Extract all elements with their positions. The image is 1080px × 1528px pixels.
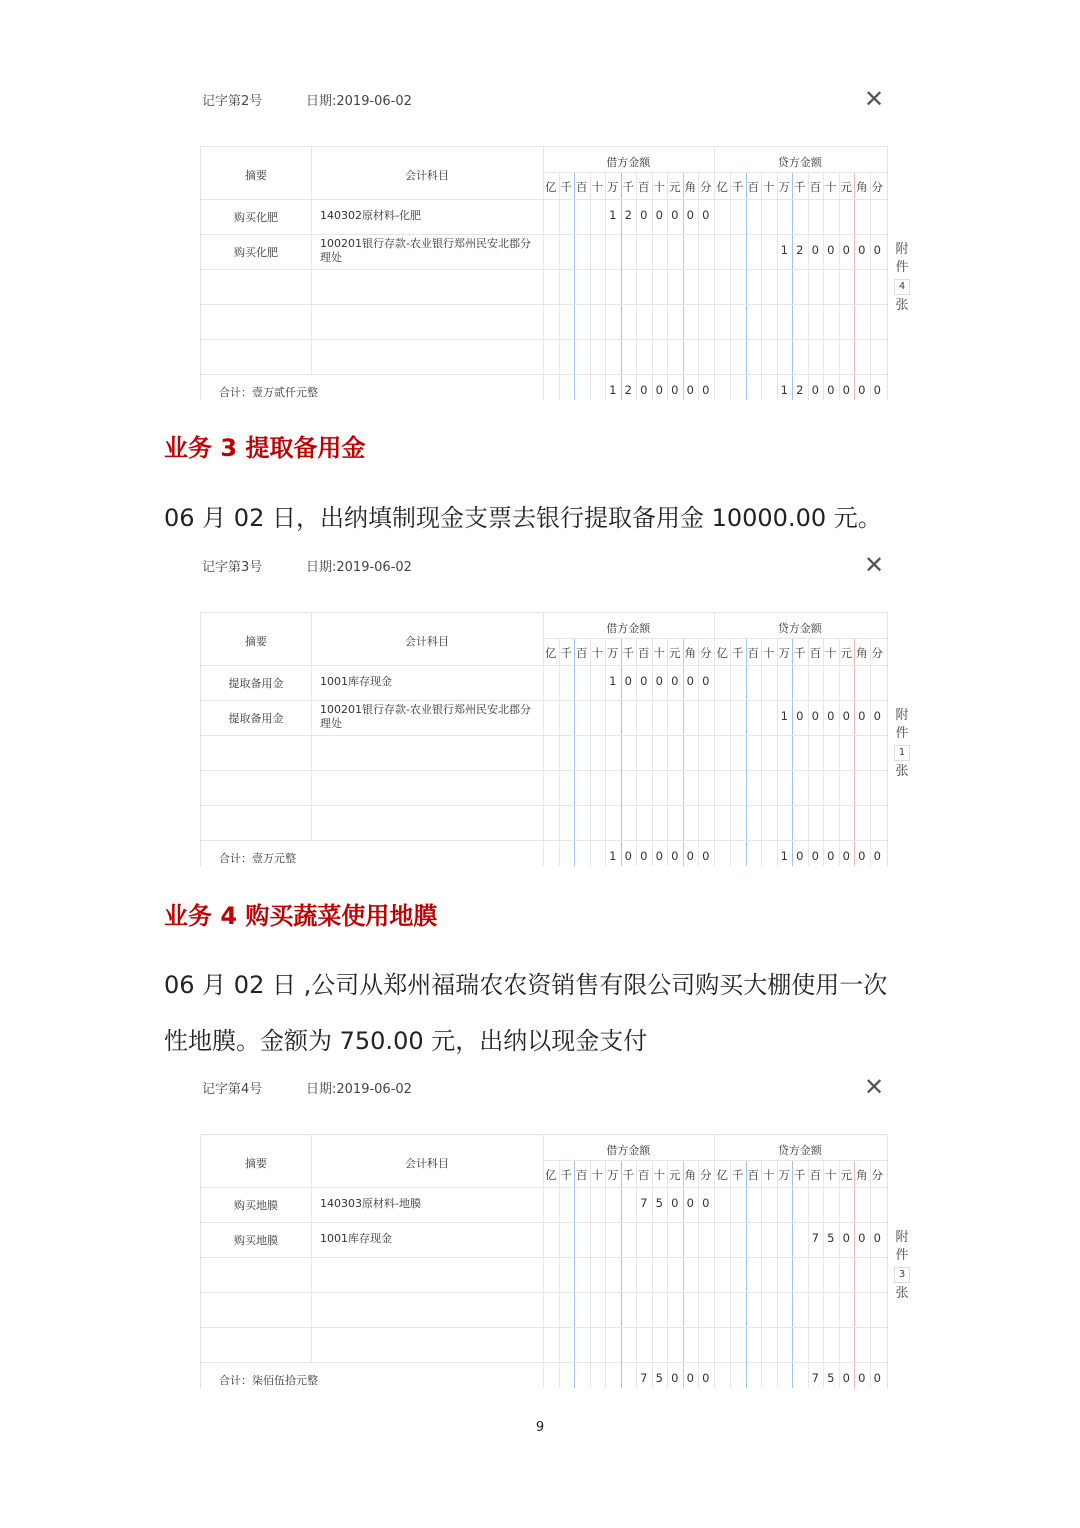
attachment-count bbox=[892, 707, 912, 781]
row-account: 100201银行存款-农业银行郑州民安北郡分理处 bbox=[320, 237, 531, 264]
debit-digit: 1 bbox=[609, 674, 617, 688]
debit-unit-label: 万 bbox=[607, 180, 619, 194]
unit-divider bbox=[559, 1161, 560, 1388]
total-debit-digit: 0 bbox=[624, 849, 632, 863]
credit-unit-label: 角 bbox=[856, 180, 868, 194]
total-credit-digit: 1 bbox=[780, 383, 788, 397]
unit-divider bbox=[870, 173, 871, 400]
credit-unit-label: 百 bbox=[809, 180, 821, 194]
debit-unit-label: 万 bbox=[607, 1168, 619, 1182]
unit-divider bbox=[808, 639, 809, 866]
debit-digit: 0 bbox=[624, 674, 632, 688]
debit-digit: 0 bbox=[640, 208, 648, 222]
row-summary: 购买化肥 bbox=[234, 246, 278, 259]
unit-divider bbox=[605, 1161, 606, 1388]
section-text-3-line-1: 06 月 02 日，出纳填制现金支票去银行提取备用金 10000.00 元。 bbox=[164, 504, 882, 532]
summary-header: 摘要 bbox=[245, 635, 267, 648]
attachment-count-value: 4 bbox=[894, 279, 910, 295]
voucher-3 bbox=[200, 551, 909, 872]
total-debit-digit: 0 bbox=[702, 1371, 710, 1385]
total-debit-digit: 0 bbox=[671, 849, 679, 863]
row-summary: 提取备用金 bbox=[228, 677, 284, 690]
debit-digit: 0 bbox=[671, 208, 679, 222]
debit-header: 借方金额 bbox=[606, 1144, 651, 1157]
attachment-label-fu: 附 bbox=[895, 708, 909, 723]
credit-unit-label: 分 bbox=[871, 180, 883, 194]
row-account: 1001库存现金 bbox=[320, 675, 392, 688]
debit-digit: 0 bbox=[671, 1196, 679, 1210]
total-label: 合计：柒佰伍拾元整 bbox=[219, 1374, 318, 1387]
unit-divider bbox=[574, 1161, 575, 1388]
debit-digit: 0 bbox=[686, 1196, 694, 1210]
unit-divider bbox=[559, 639, 560, 866]
page-number: 9 bbox=[535, 1420, 545, 1435]
debit-unit-label: 千 bbox=[622, 180, 634, 194]
row-line bbox=[201, 1257, 887, 1258]
debit-digit: 0 bbox=[655, 674, 663, 688]
unit-divider bbox=[559, 173, 560, 400]
credit-unit-label: 角 bbox=[856, 1168, 868, 1182]
attachment-label-jian: 件 bbox=[895, 1248, 909, 1263]
unit-divider bbox=[808, 173, 809, 400]
debit-unit-label: 千 bbox=[622, 1168, 634, 1182]
debit-unit-label: 十 bbox=[591, 646, 603, 660]
credit-unit-label: 千 bbox=[732, 1168, 744, 1182]
credit-unit-label: 千 bbox=[732, 646, 744, 660]
credit-digit: 0 bbox=[796, 709, 804, 723]
row-line bbox=[201, 304, 887, 305]
total-debit-digit: 7 bbox=[640, 1371, 648, 1385]
debit-unit-label: 十 bbox=[591, 1168, 603, 1182]
voucher-header bbox=[200, 86, 900, 116]
credit-digit: 0 bbox=[842, 709, 850, 723]
attachment-count-value: 1 bbox=[894, 745, 910, 761]
total-credit-digit: 0 bbox=[811, 849, 819, 863]
unit-divider bbox=[792, 173, 793, 400]
unit-divider bbox=[761, 1161, 762, 1388]
unit-divider bbox=[621, 1161, 622, 1388]
unit-divider bbox=[854, 173, 855, 400]
debit-unit-label: 万 bbox=[607, 646, 619, 660]
account-header: 会计科目 bbox=[405, 1157, 449, 1170]
total-credit-digit: 0 bbox=[858, 849, 866, 863]
credit-unit-label: 分 bbox=[871, 1168, 883, 1182]
row-summary: 购买地膜 bbox=[234, 1234, 278, 1247]
unit-divider bbox=[823, 1161, 824, 1388]
credit-unit-label: 十 bbox=[825, 180, 837, 194]
total-debit-digit: 0 bbox=[686, 1371, 694, 1385]
debit-unit-label: 元 bbox=[669, 1168, 681, 1182]
row-summary: 购买化肥 bbox=[234, 211, 278, 224]
debit-unit-label: 角 bbox=[684, 1168, 696, 1182]
credit-unit-label: 百 bbox=[809, 646, 821, 660]
unit-divider bbox=[777, 639, 778, 866]
total-credit-digit: 5 bbox=[827, 1371, 835, 1385]
debit-header: 借方金额 bbox=[606, 622, 651, 635]
debit-unit-label: 千 bbox=[560, 1168, 572, 1182]
total-debit-digit: 1 bbox=[609, 383, 617, 397]
row-line bbox=[201, 770, 887, 771]
debit-unit-label: 元 bbox=[669, 646, 681, 660]
credit-digit: 0 bbox=[858, 709, 866, 723]
section-text-4-line-1: 06 月 02 日 ,公司从郑州福瑞农农资销售有限公司购买大棚使用一次 bbox=[164, 971, 888, 999]
unit-divider bbox=[839, 173, 840, 400]
total-credit-digit: 0 bbox=[873, 1371, 881, 1385]
debit-unit-label: 百 bbox=[576, 646, 588, 660]
credit-digit: 2 bbox=[796, 243, 804, 257]
credit-unit-label: 分 bbox=[871, 646, 883, 660]
section-text-4-line-2: 性地膜。金额为 750.00 元，出纳以现金支付 bbox=[164, 1027, 648, 1055]
unit-divider bbox=[730, 173, 731, 400]
row-line bbox=[201, 1292, 887, 1293]
summary-header: 摘要 bbox=[245, 169, 267, 182]
credit-unit-label: 千 bbox=[732, 180, 744, 194]
credit-digit: 0 bbox=[873, 1231, 881, 1245]
debit-digit: 0 bbox=[702, 674, 710, 688]
debit-unit-label: 百 bbox=[638, 1168, 650, 1182]
total-label: 合计：壹万贰仟元整 bbox=[219, 386, 318, 399]
unit-divider bbox=[590, 639, 591, 866]
unit-divider bbox=[854, 639, 855, 866]
credit-digit: 0 bbox=[811, 709, 819, 723]
header-bottom-line bbox=[201, 665, 887, 666]
debit-unit-label: 十 bbox=[653, 1168, 665, 1182]
total-credit-digit: 0 bbox=[796, 849, 804, 863]
unit-divider bbox=[746, 173, 747, 400]
account-header: 会计科目 bbox=[405, 635, 449, 648]
unit-divider bbox=[870, 639, 871, 866]
unit-divider bbox=[823, 639, 824, 866]
total-credit-digit: 0 bbox=[811, 383, 819, 397]
voucher-date: 日期:2019-06-02 bbox=[306, 1082, 412, 1097]
unit-divider bbox=[777, 173, 778, 400]
total-debit-digit: 0 bbox=[640, 849, 648, 863]
debit-unit-label: 角 bbox=[684, 646, 696, 660]
debit-digit: 0 bbox=[655, 208, 663, 222]
total-credit-digit: 0 bbox=[827, 849, 835, 863]
credit-unit-label: 元 bbox=[840, 1168, 852, 1182]
credit-digit: 0 bbox=[858, 243, 866, 257]
attachment-label-zhang: 张 bbox=[895, 1286, 909, 1301]
debit-digit: 1 bbox=[609, 208, 617, 222]
debit-unit-label: 千 bbox=[560, 180, 572, 194]
row-line bbox=[201, 1222, 887, 1223]
debit-unit-label: 十 bbox=[653, 180, 665, 194]
debit-unit-label: 百 bbox=[576, 1168, 588, 1182]
total-debit-digit: 0 bbox=[671, 383, 679, 397]
section-heading-3: 业务 3 提取备用金 bbox=[164, 434, 366, 462]
credit-unit-label: 亿 bbox=[716, 646, 728, 660]
unit-divider bbox=[823, 173, 824, 400]
credit-digit: 1 bbox=[780, 709, 788, 723]
credit-unit-label: 百 bbox=[747, 180, 759, 194]
voucher-number: 记字第4号 bbox=[202, 1082, 263, 1097]
credit-unit-label: 十 bbox=[825, 1168, 837, 1182]
voucher-header bbox=[200, 552, 900, 582]
debit-unit-label: 分 bbox=[700, 1168, 712, 1182]
row-line bbox=[201, 805, 887, 806]
row-line bbox=[201, 269, 887, 270]
total-label: 合计：壹万元整 bbox=[219, 852, 296, 865]
debit-digit: 0 bbox=[686, 208, 694, 222]
debit-digit: 0 bbox=[640, 674, 648, 688]
debit-digit: 5 bbox=[655, 1196, 663, 1210]
credit-header: 贷方金额 bbox=[777, 1144, 822, 1157]
credit-unit-label: 亿 bbox=[716, 180, 728, 194]
total-debit-digit: 0 bbox=[655, 383, 663, 397]
credit-digit: 0 bbox=[827, 709, 835, 723]
credit-digit: 5 bbox=[827, 1231, 835, 1245]
attachment-label-zhang: 张 bbox=[895, 764, 909, 779]
unit-divider bbox=[590, 173, 591, 400]
row-line bbox=[201, 1327, 887, 1328]
debit-unit-label: 亿 bbox=[545, 1168, 557, 1182]
row-line bbox=[201, 735, 887, 736]
total-credit-digit: 0 bbox=[842, 1371, 850, 1385]
unit-divider bbox=[792, 639, 793, 866]
credit-unit-label: 百 bbox=[747, 646, 759, 660]
total-credit-digit: 0 bbox=[873, 383, 881, 397]
credit-unit-label: 万 bbox=[778, 1168, 790, 1182]
column-divider bbox=[714, 613, 715, 866]
total-debit-digit: 0 bbox=[640, 383, 648, 397]
unit-divider bbox=[839, 1161, 840, 1388]
debit-digit: 2 bbox=[624, 208, 632, 222]
credit-digit: 0 bbox=[842, 1231, 850, 1245]
row-account: 140302原材料-化肥 bbox=[320, 209, 421, 222]
credit-unit-label: 千 bbox=[794, 180, 806, 194]
summary-header: 摘要 bbox=[245, 1157, 267, 1170]
column-divider bbox=[543, 1135, 544, 1388]
voucher-date: 日期:2019-06-02 bbox=[306, 94, 412, 109]
credit-header: 贷方金额 bbox=[777, 156, 822, 169]
amount-subheader-line bbox=[543, 1160, 887, 1161]
total-credit-digit: 0 bbox=[842, 383, 850, 397]
amount-subheader-line bbox=[543, 638, 887, 639]
attachment-label-jian: 件 bbox=[895, 260, 909, 275]
attachment-label-fu: 附 bbox=[895, 242, 909, 257]
row-line bbox=[201, 234, 887, 235]
debit-digit: 0 bbox=[702, 1196, 710, 1210]
column-divider bbox=[543, 613, 544, 866]
credit-digit: 0 bbox=[873, 709, 881, 723]
unit-divider bbox=[870, 1161, 871, 1388]
close-icon[interactable]: ✕ bbox=[864, 85, 885, 113]
voucher-4 bbox=[200, 1073, 909, 1394]
column-divider bbox=[543, 147, 544, 400]
attachment-label-zhang: 张 bbox=[895, 298, 909, 313]
row-summary: 提取备用金 bbox=[228, 712, 284, 725]
total-debit-digit: 0 bbox=[702, 383, 710, 397]
debit-unit-label: 分 bbox=[700, 646, 712, 660]
unit-divider bbox=[730, 639, 731, 866]
unit-divider bbox=[574, 639, 575, 866]
debit-unit-label: 十 bbox=[591, 180, 603, 194]
column-divider bbox=[714, 1135, 715, 1388]
credit-unit-label: 亿 bbox=[716, 1168, 728, 1182]
credit-unit-label: 十 bbox=[763, 646, 775, 660]
total-debit-digit: 0 bbox=[702, 849, 710, 863]
credit-unit-label: 十 bbox=[763, 180, 775, 194]
credit-header: 贷方金额 bbox=[777, 622, 822, 635]
unit-divider bbox=[730, 1161, 731, 1388]
total-debit-digit: 0 bbox=[686, 383, 694, 397]
voucher-table bbox=[200, 1134, 888, 1388]
debit-digit: 0 bbox=[686, 674, 694, 688]
column-divider bbox=[714, 147, 715, 400]
attachment-label-jian: 件 bbox=[895, 726, 909, 741]
credit-digit: 0 bbox=[842, 243, 850, 257]
amount-subheader-line bbox=[543, 172, 887, 173]
unit-divider bbox=[761, 173, 762, 400]
debit-digit: 0 bbox=[671, 674, 679, 688]
debit-unit-label: 亿 bbox=[545, 180, 557, 194]
total-debit-digit: 0 bbox=[655, 849, 663, 863]
credit-digit: 0 bbox=[858, 1231, 866, 1245]
total-credit-digit: 0 bbox=[827, 383, 835, 397]
voucher-header bbox=[200, 1074, 900, 1104]
voucher-number: 记字第2号 bbox=[202, 94, 263, 109]
debit-unit-label: 元 bbox=[669, 180, 681, 194]
debit-unit-label: 百 bbox=[576, 180, 588, 194]
debit-digit: 0 bbox=[702, 208, 710, 222]
unit-divider bbox=[777, 1161, 778, 1388]
unit-divider bbox=[854, 1161, 855, 1388]
attachment-count-value: 3 bbox=[894, 1267, 910, 1283]
section-heading-4: 业务 4 购买蔬菜使用地膜 bbox=[164, 902, 438, 930]
total-credit-digit: 1 bbox=[780, 849, 788, 863]
credit-unit-label: 万 bbox=[778, 646, 790, 660]
credit-unit-label: 十 bbox=[825, 646, 837, 660]
unit-divider bbox=[590, 1161, 591, 1388]
credit-unit-label: 千 bbox=[794, 646, 806, 660]
total-debit-digit: 2 bbox=[624, 383, 632, 397]
debit-unit-label: 角 bbox=[684, 180, 696, 194]
debit-unit-label: 千 bbox=[560, 646, 572, 660]
row-account: 100201银行存款-农业银行郑州民安北郡分理处 bbox=[320, 703, 531, 730]
debit-unit-label: 百 bbox=[638, 646, 650, 660]
debit-header: 借方金额 bbox=[606, 156, 651, 169]
total-credit-digit: 0 bbox=[873, 849, 881, 863]
voucher-2 bbox=[200, 85, 909, 406]
credit-digit: 0 bbox=[827, 243, 835, 257]
credit-unit-label: 十 bbox=[763, 1168, 775, 1182]
header-bottom-line bbox=[201, 199, 887, 200]
total-credit-digit: 0 bbox=[858, 1371, 866, 1385]
credit-unit-label: 百 bbox=[809, 1168, 821, 1182]
account-header: 会计科目 bbox=[405, 169, 449, 182]
debit-unit-label: 百 bbox=[638, 180, 650, 194]
unit-divider bbox=[746, 1161, 747, 1388]
header-bottom-line bbox=[201, 1187, 887, 1188]
unit-divider bbox=[574, 173, 575, 400]
row-account: 140303原材料-地膜 bbox=[320, 1197, 421, 1210]
debit-unit-label: 亿 bbox=[545, 646, 557, 660]
unit-divider bbox=[808, 1161, 809, 1388]
unit-divider bbox=[761, 639, 762, 866]
credit-digit: 1 bbox=[780, 243, 788, 257]
voucher-date: 日期:2019-06-02 bbox=[306, 560, 412, 575]
credit-unit-label: 万 bbox=[778, 180, 790, 194]
credit-unit-label: 元 bbox=[840, 646, 852, 660]
debit-unit-label: 分 bbox=[700, 180, 712, 194]
voucher-number: 记字第3号 bbox=[202, 560, 263, 575]
total-credit-digit: 0 bbox=[858, 383, 866, 397]
close-icon[interactable]: ✕ bbox=[864, 551, 885, 579]
unit-divider bbox=[792, 1161, 793, 1388]
voucher-table bbox=[200, 146, 888, 400]
credit-unit-label: 角 bbox=[856, 646, 868, 660]
total-credit-digit: 2 bbox=[796, 383, 804, 397]
row-account: 1001库存现金 bbox=[320, 1232, 392, 1245]
credit-digit: 0 bbox=[873, 243, 881, 257]
attachment-count bbox=[892, 1229, 912, 1303]
total-debit-digit: 1 bbox=[609, 849, 617, 863]
row-line bbox=[201, 374, 887, 375]
unit-divider bbox=[839, 639, 840, 866]
debit-unit-label: 千 bbox=[622, 646, 634, 660]
credit-unit-label: 千 bbox=[794, 1168, 806, 1182]
credit-unit-label: 百 bbox=[747, 1168, 759, 1182]
credit-unit-label: 元 bbox=[840, 180, 852, 194]
debit-digit: 7 bbox=[640, 1196, 648, 1210]
total-debit-digit: 0 bbox=[671, 1371, 679, 1385]
credit-digit: 7 bbox=[811, 1231, 819, 1245]
row-line bbox=[201, 339, 887, 340]
total-debit-digit: 5 bbox=[655, 1371, 663, 1385]
voucher-table bbox=[200, 612, 888, 866]
total-credit-digit: 7 bbox=[811, 1371, 819, 1385]
unit-divider bbox=[746, 639, 747, 866]
row-line bbox=[201, 700, 887, 701]
close-icon[interactable]: ✕ bbox=[864, 1073, 885, 1101]
row-line bbox=[201, 840, 887, 841]
attachment-count bbox=[892, 241, 912, 315]
total-debit-digit: 0 bbox=[686, 849, 694, 863]
attachment-label-fu: 附 bbox=[895, 1230, 909, 1245]
row-summary: 购买地膜 bbox=[234, 1199, 278, 1212]
total-credit-digit: 0 bbox=[842, 849, 850, 863]
row-line bbox=[201, 1362, 887, 1363]
credit-digit: 0 bbox=[811, 243, 819, 257]
debit-unit-label: 十 bbox=[653, 646, 665, 660]
